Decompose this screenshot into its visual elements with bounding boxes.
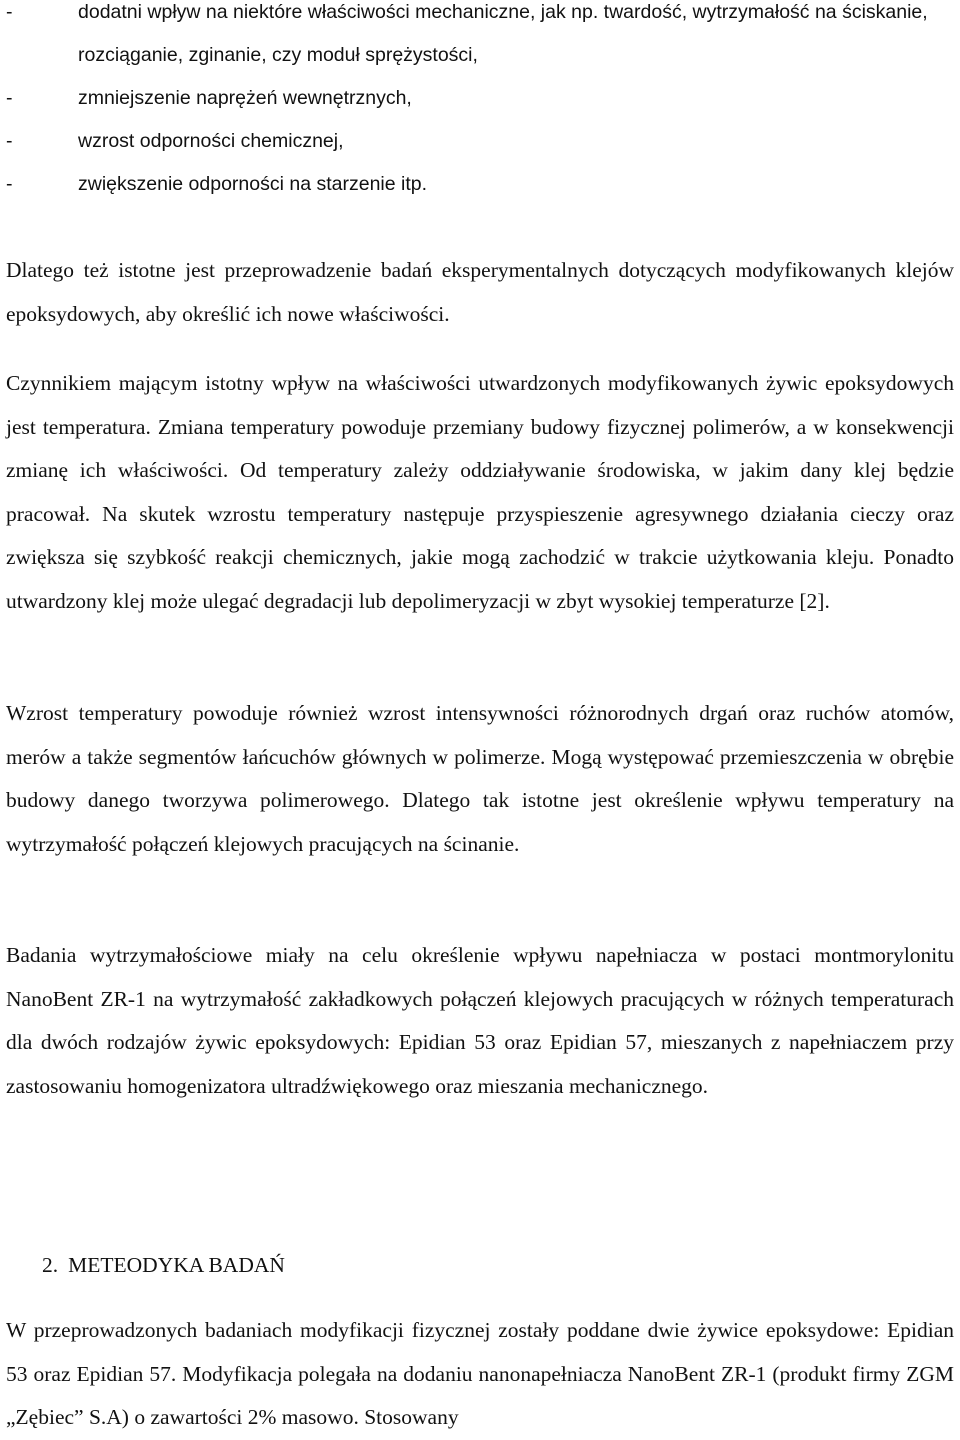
list-dash: - (6, 173, 13, 195)
list-dash: - (6, 1, 13, 23)
list-item (6, 120, 954, 163)
paragraph-temperature-factor: Czynnikiem mającym istotny wpływ na właściwości utwardzonych modyfikowanych żywic epoksydowych jest temperatura. Zmiana temperatury powoduje przemiany budowy fizycznej polimerów, a w konsekwencji zmianę ich właściwości. Od temperatury zależy oddziaływanie środowiska, w jakim dany klej będzie pracował. Na skutek wzrostu temperatury następuje przyspieszenie agresywnego działania cieczy oraz zwiększa się szybkość reakcji chemicznych, jakie mogą zachodzić w trakcie użytkowania kleju. Ponadto utwardzony klej może ulegać degradacji lub depolimeryzacji w zbyt wysokiej temperaturze [2]. (6, 371, 954, 613)
list-dash: - (6, 130, 13, 152)
section-number: 2. (42, 1253, 59, 1277)
paragraph-temperature-effects: Wzrost temperatury powoduje również wzrost intensywności różnorodnych drgań oraz ruchów atomów, merów a także segmentów łańcuchów głównych w polimerze. Mogą występować przemieszczenia w obrębie budowy danego tworzywa polimerowego. Dlatego tak istotne jest określenie wpływu temperatury na wytrzymałość połączeń klejowych pracujących na ścinanie. (6, 701, 954, 856)
section-title: METEODYKA BADAŃ (68, 1253, 285, 1277)
list-item (6, 0, 954, 77)
property-list (6, 0, 954, 206)
paragraph-methodology: W przeprowadzonych badaniach modyfikacji fizycznej zostały poddane dwie żywice epoksydowe: Epidian 53 oraz Epidian 57. Modyfikacja polegała na dodaniu nanonapełniacza NanoBent ZR-1 (produkt firmy ZGM „Zębiec” S.A) o zawartości 2% masowo. Stosowany (6, 1318, 954, 1429)
list-item-text: wzrost odporności chemicznej, (78, 130, 344, 152)
list-item-text: zwiększenie odporności na starzenie itp. (78, 173, 428, 195)
section-heading (42, 1244, 285, 1287)
list-item (6, 163, 954, 206)
list-item-text: dodatni wpływ na niektóre właściwości mechaniczne, jak np. twardość, wytrzymałość na ściskanie, rozciąganie, zginanie, czy moduł sprężystości, (78, 1, 928, 66)
list-item-text: zmniejszenie naprężeń wewnętrznych, (78, 87, 412, 109)
paragraph-strength-tests: Badania wytrzymałościowe miały na celu określenie wpływu napełniacza w postaci montmorylonitu NanoBent ZR-1 na wytrzymałość zakładkowych połączeń klejowych pracujących w różnych temperaturach dla dwóch rodzajów żywic epoksydowych: Epidian 53 oraz Epidian 57, mieszanych z napełniaczem przy zastosowaniu homogenizatora ultradźwiękowego oraz mieszania mechanicznego. (6, 943, 954, 1098)
paragraph-research-need: Dlatego też istotne jest przeprowadzenie badań eksperymentalnych dotyczących modyfikowanych klejów epoksydowych, aby określić ich nowe właściwości. (6, 258, 954, 326)
list-dash: - (6, 87, 13, 109)
list-item (6, 77, 954, 120)
